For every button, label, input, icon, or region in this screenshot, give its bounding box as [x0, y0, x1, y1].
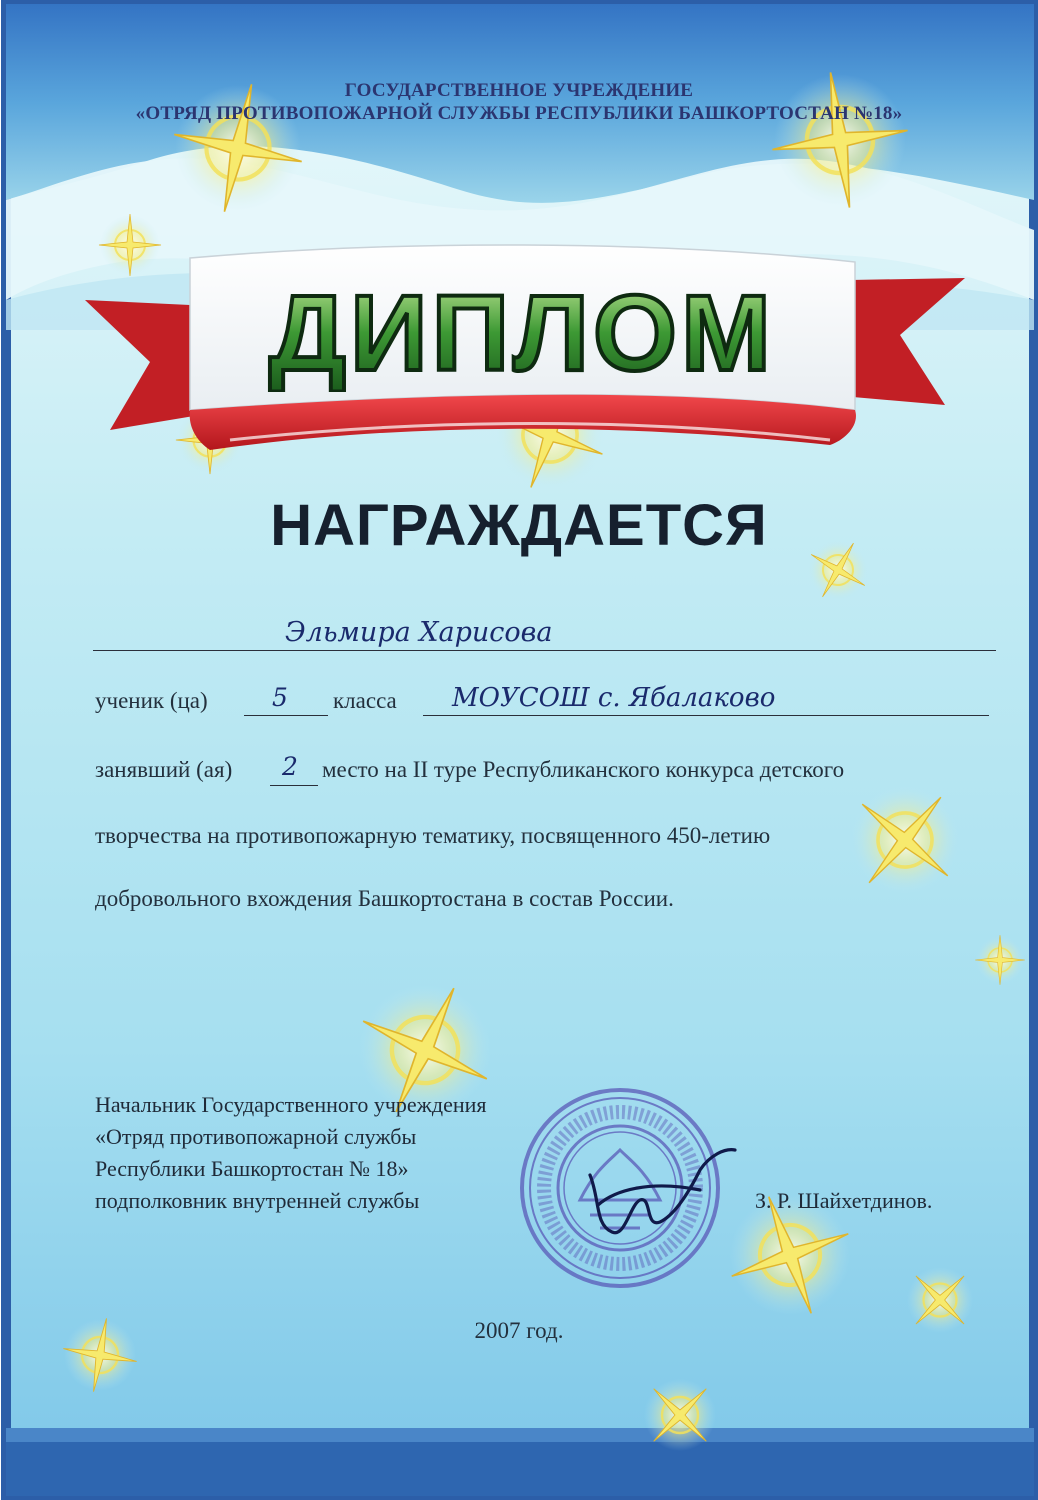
title-diploma	[190, 262, 855, 392]
achievement-line-3: добровольного вхождения Башкортостана в состав России.	[95, 886, 674, 911]
grade-underline	[244, 715, 328, 716]
svg-text:ДИПЛОМ: ДИПЛОМ	[269, 272, 775, 392]
awarded-heading: НАГРАЖДАЕТСЯ	[270, 493, 768, 558]
signatory-line-2: «Отряд противопожарной службы	[95, 1124, 417, 1149]
place-value: 2	[282, 752, 298, 781]
signatory-line-4: подполковник внутренней службы	[95, 1188, 420, 1213]
place-label: занявший (ая)	[95, 757, 233, 782]
issue-year: 2007 год.	[474, 1318, 564, 1343]
signatory-name: З. Р. Шайхетдинов.	[755, 1188, 933, 1213]
school-underline	[423, 715, 989, 716]
recipient-name: Эльмира Харисова	[285, 617, 553, 648]
class-label: класса	[333, 688, 397, 713]
institution-line-2: «ОТРЯД ПРОТИВОПОЖАРНОЙ СЛУЖБЫ РЕСПУБЛИКИ БАШКОРТОСТАН №18»	[135, 103, 903, 124]
achievement-line-2: творчества на противопожарную тематику, посвященного 450-летию	[95, 823, 771, 848]
pupil-label: ученик (ца)	[95, 688, 208, 713]
signatory-line-3: Республики Башкортостан № 18»	[95, 1156, 409, 1181]
name-underline	[93, 650, 996, 651]
institution-line-1: ГОСУДАРСТВЕННОЕ УЧРЕЖДЕНИЕ	[344, 80, 694, 101]
signatory-line-1: Начальник Государственного учреждения	[95, 1092, 487, 1117]
place-underline	[270, 785, 318, 786]
grade-value: 5	[272, 683, 288, 712]
achievement-line-1: место на II туре Республиканского конкурса детского	[322, 757, 845, 782]
school-value: МОУСОШ с. Ябалаково	[452, 683, 776, 713]
